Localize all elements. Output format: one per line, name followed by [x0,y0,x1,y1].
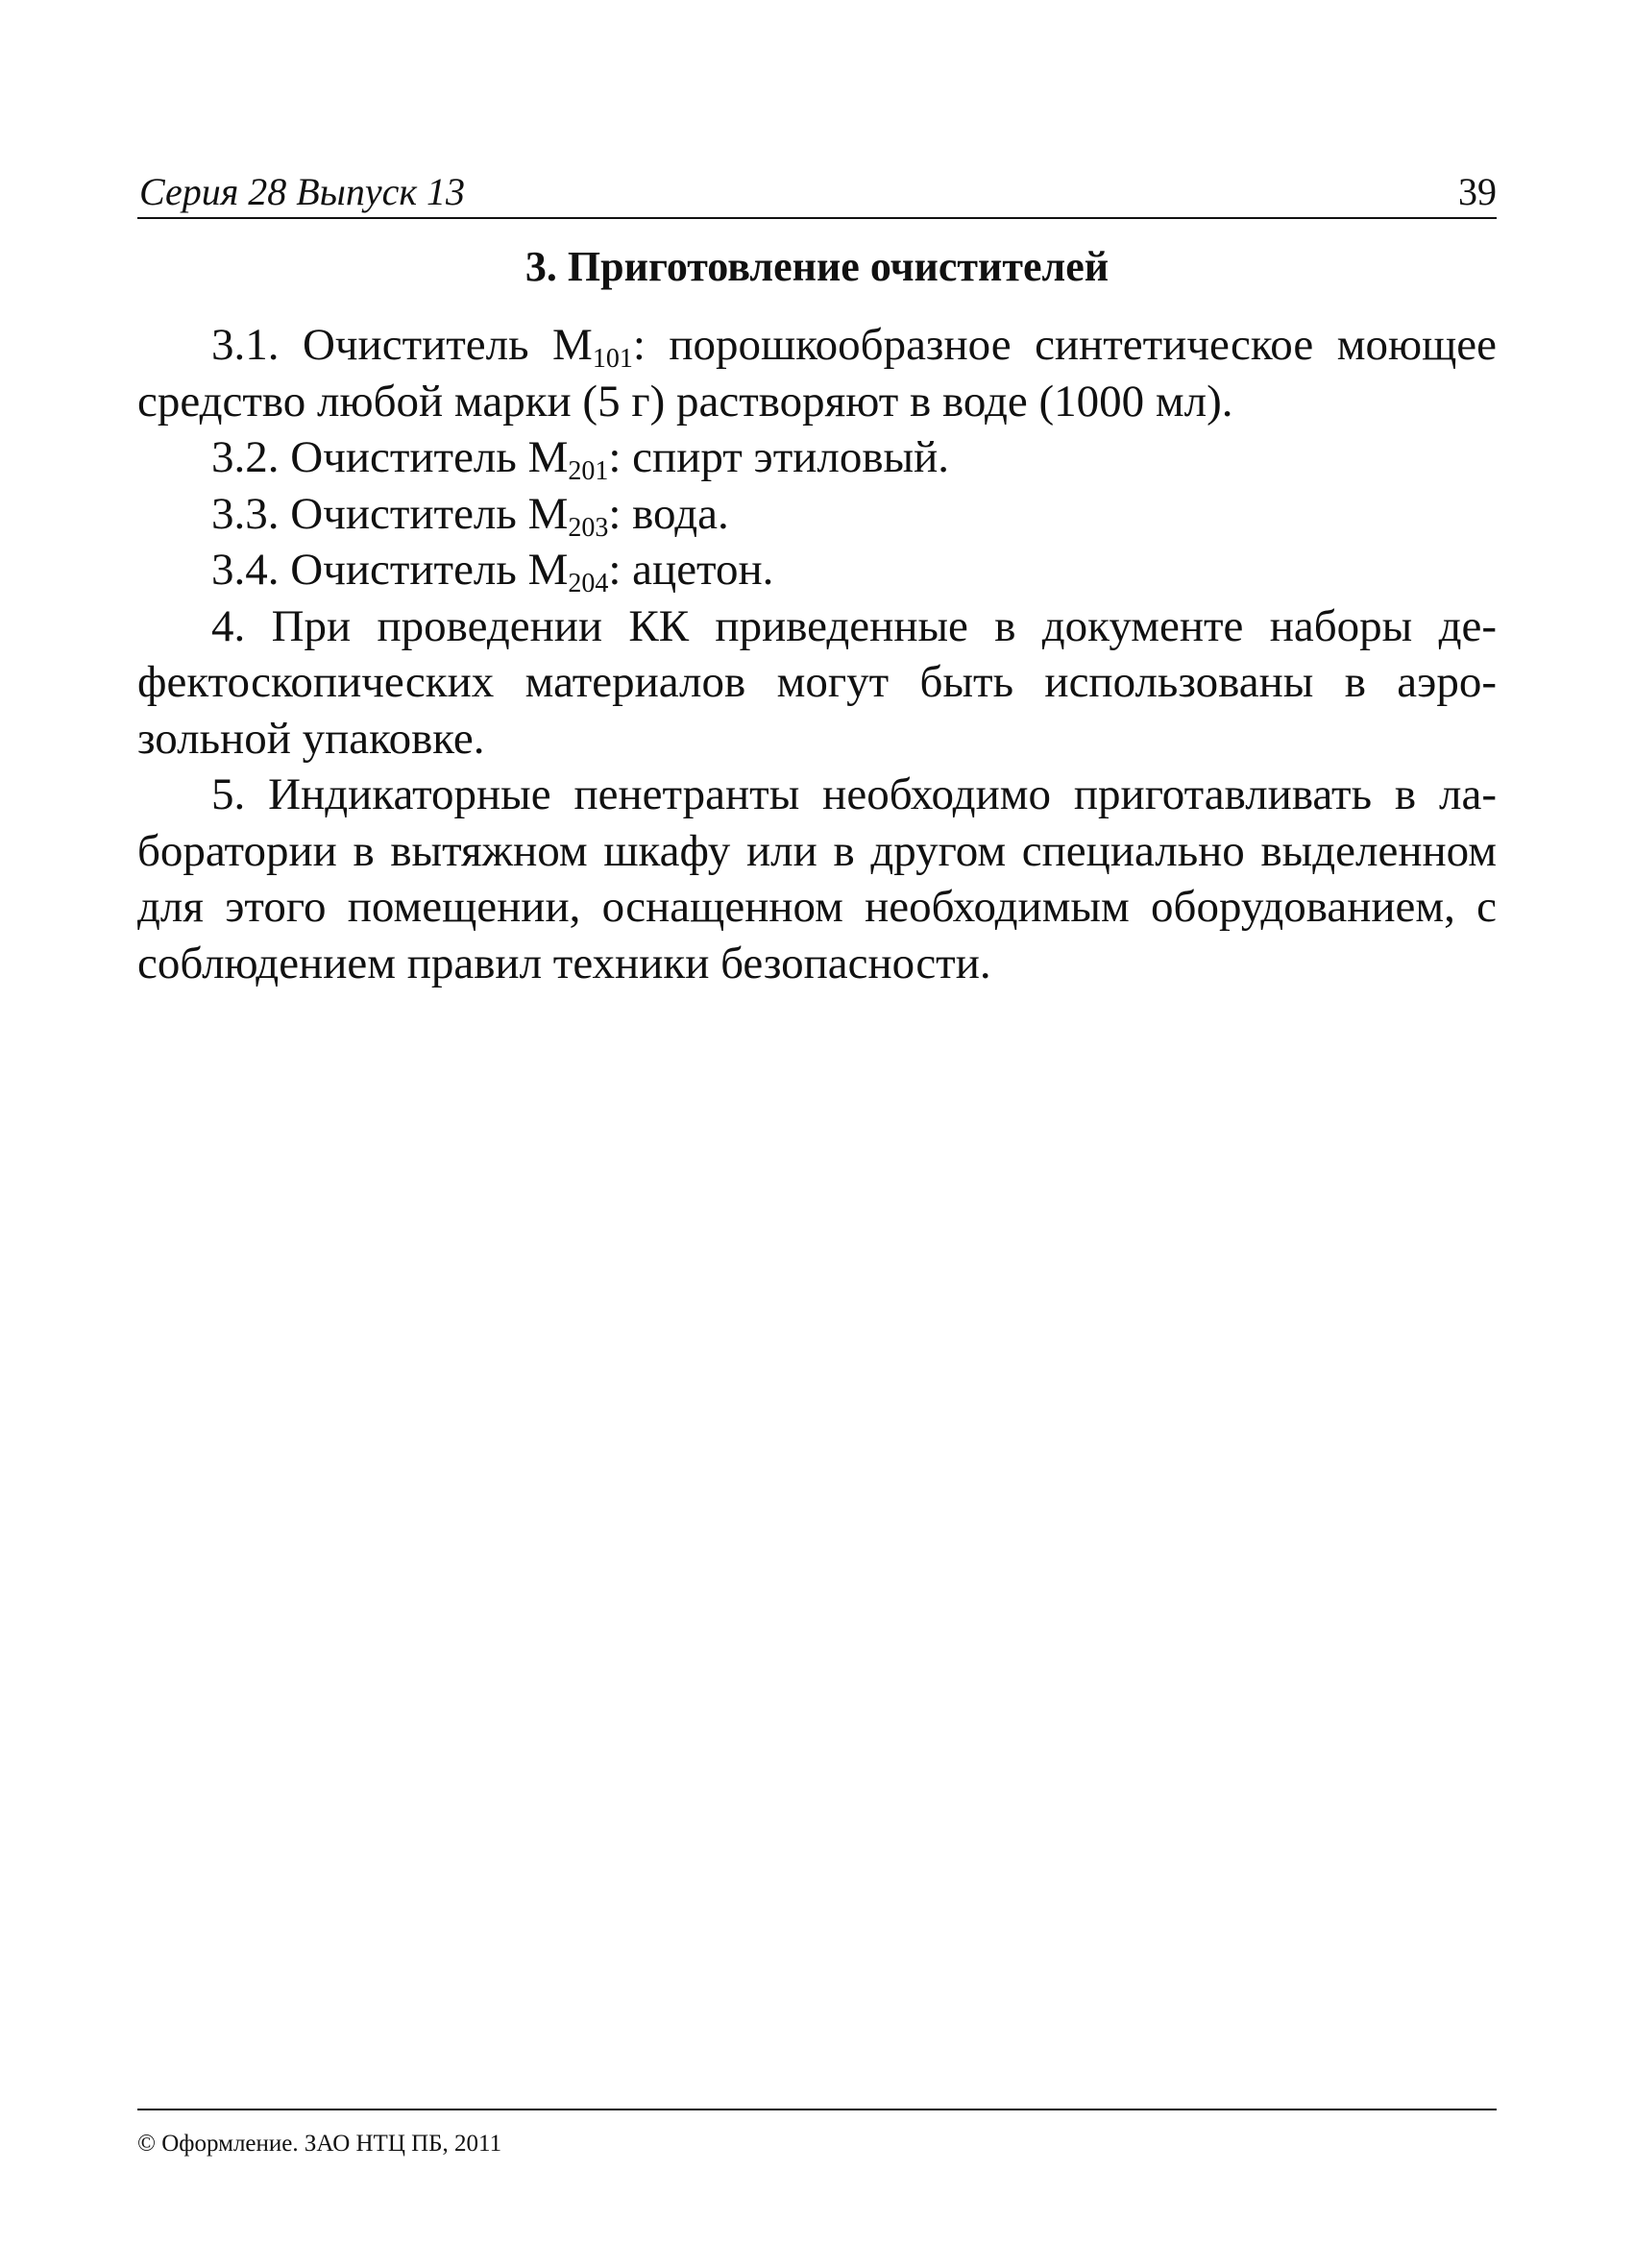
page-footer [137,2109,1497,2158]
subscript-101: 101 [592,344,633,374]
item-3-2: 3.2. Очиститель $М_{201}$: спирт этиловый. [211,432,950,486]
subscript-204: 204 [568,569,609,598]
subscript-201: 201 [568,456,609,486]
item-3-3: 3.3. Очиститель $М_{203}$: вода. [211,488,729,543]
page-number: 39 [1458,170,1497,213]
item-3-1: 3.1. Очиститель $М_{101}$: порошкообразное синтетическое моющее средство любой марки (5 г) растворяют в воде (1000 мл). [137,320,1497,427]
body-text [137,317,1497,991]
page-header [137,161,1497,219]
subscript-203: 203 [568,512,609,543]
paragraph-5: 5. Индикаторные пенетранты необходимо приготавливать в лаборатории в вытяжном шкафу или в другом специально выделенном для этого помещении, оснащенном необходимым оборудованием, с соблюдением правил техники безопасности. [137,769,1497,988]
section-title: 3. Приготовление очистителей [524,243,1110,290]
item-3-4: 3.4. Очиститель $М_{204}$: ацетон. [211,545,774,598]
footer-copyright: © Оформление. ЗАО НТЦ ПБ, 2011 [137,2131,502,2157]
paragraph-4: 4. При проведении КК приведенные в документе наборы дефектоскопических материалов могут быть использованы в аэрозольной упаковке. [137,600,1497,764]
series-label: Серия 28 Выпуск 13 [139,170,466,213]
